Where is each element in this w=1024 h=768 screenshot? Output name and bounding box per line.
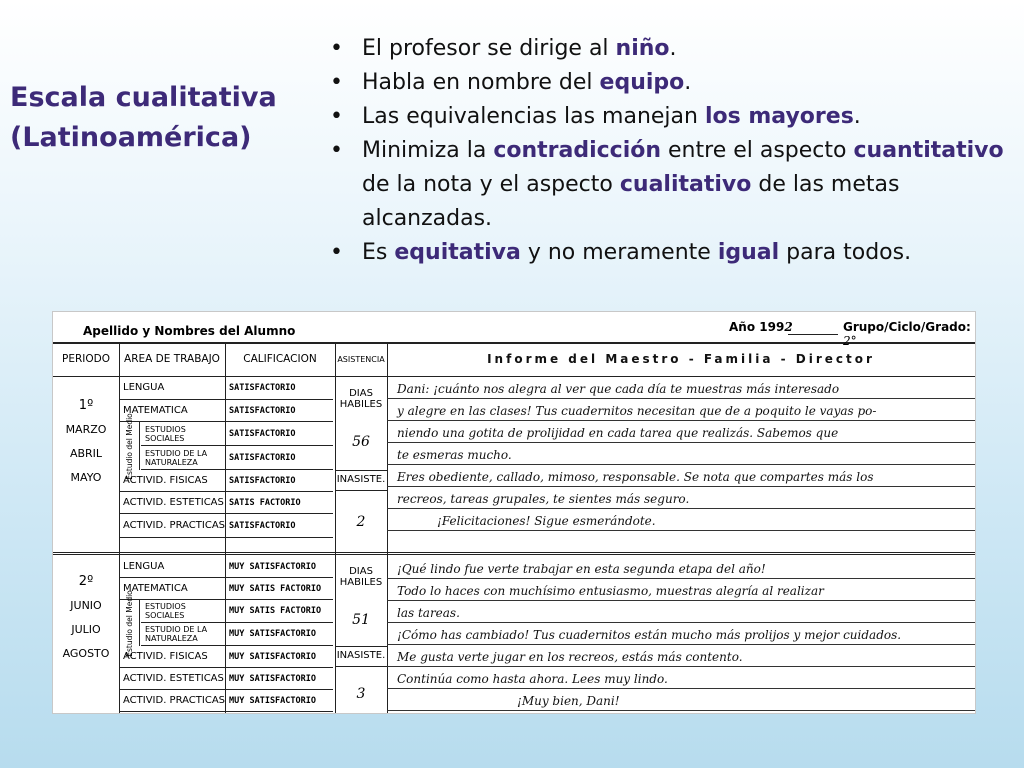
area-item: ESTUDIOS SOCIALES bbox=[141, 600, 225, 623]
note-line: ¡Qué lindo fue verte trabajar en esta segunda etapa del año! bbox=[397, 562, 766, 576]
area-item: ESTUDIO DE LA NATURALEZA bbox=[141, 623, 225, 646]
grade-item: MUY SATIS FACTORIO bbox=[225, 578, 333, 600]
group-label: Grupo/Ciclo/Grado: 2° bbox=[843, 320, 971, 348]
area-item: ACTIVID. ESTETICAS bbox=[119, 668, 225, 690]
medio-label: Estudio del Medio bbox=[119, 422, 140, 470]
area-item: ESTUDIO DE LA NATURALEZA bbox=[141, 446, 225, 470]
note-line: y alegre en las clases! Tus cuadernitos necesitan que de a poquito le vayas po- bbox=[397, 404, 877, 418]
bullet-list bbox=[326, 32, 1016, 270]
grade-item: MUY SATISFACTORIO bbox=[225, 556, 333, 578]
note-line: Eres obediente, callado, mimoso, responsable. Se nota que compartes más los bbox=[397, 470, 874, 484]
period-label: 1º MARZO ABRIL MAYO bbox=[65, 398, 107, 484]
attendance-divider bbox=[335, 490, 387, 491]
grade-item: MUY SATISFACTORIO bbox=[225, 646, 333, 668]
dias-habiles-label: DIAS HABILES bbox=[339, 566, 383, 588]
area-item: ACTIVID. PRACTICAS bbox=[119, 514, 225, 538]
inasistencias-value: 2 bbox=[356, 514, 366, 530]
student-name-label: Apellido y Nombres del Alumno bbox=[83, 324, 296, 338]
area-item: MATEMATICA bbox=[119, 578, 225, 600]
area-list bbox=[119, 556, 225, 714]
note-line: te esmeras mucho. bbox=[397, 448, 512, 462]
group-value: 2° bbox=[843, 334, 857, 348]
slide-title-line2: (Latinoamérica) bbox=[10, 122, 252, 153]
grade-item: MUY SATISFACTORIO bbox=[225, 690, 333, 712]
area-item: ESTUDIOS SOCIALES bbox=[141, 422, 225, 446]
inasistencias-label: INASISTE. bbox=[336, 474, 386, 485]
note-line: ¡Muy bien, Dani! bbox=[517, 694, 620, 708]
note-line: Dani: ¡cuánto nos alegra al ver que cada día te muestras más interesado bbox=[397, 382, 840, 396]
note-line: Me gusta verte jugar en los recreos, estás más contento. bbox=[397, 650, 743, 664]
area-item: MATEMATICA bbox=[119, 400, 225, 422]
report-card-image bbox=[52, 311, 976, 714]
medio-label: Estudio del Medio bbox=[119, 600, 140, 646]
grade-item: SATISFACTORIO bbox=[225, 514, 333, 538]
header-asistencia: ASISTENCIA bbox=[335, 342, 388, 376]
grade-item: MUY SATISFACTORIO bbox=[225, 623, 333, 646]
bullet-item: • El profesor se dirige al niño. bbox=[326, 32, 1016, 66]
area-item: ACTIVID. ESTETICAS bbox=[119, 492, 225, 514]
header-calificacion: CALIFICACION bbox=[225, 342, 336, 376]
dias-habiles-value: 51 bbox=[352, 612, 370, 628]
note-line: ¡Cómo has cambiado! Tus cuadernitos están mucho más prolijos y mejor cuidados. bbox=[397, 628, 902, 642]
area-item: LENGUA bbox=[119, 376, 225, 400]
attendance-divider bbox=[335, 470, 387, 471]
bullet-item: • Las equivalencias las manejan los mayores. bbox=[326, 100, 1016, 134]
area-item: ACTIVID. FISICAS bbox=[119, 646, 225, 668]
bullet-item: • Habla en nombre del equipo. bbox=[326, 66, 1016, 100]
period-label: 2º JUNIO JULIO AGOSTO bbox=[62, 574, 110, 660]
grade-item: MUY SATIS FACTORIO bbox=[225, 600, 333, 623]
attendance-divider bbox=[335, 646, 387, 647]
attendance-divider bbox=[335, 666, 387, 667]
note-line: Continúa como hasta ahora. Lees muy lindo. bbox=[397, 672, 668, 686]
area-list bbox=[119, 376, 225, 552]
header-informe: Informe del Maestro - Familia - Director bbox=[487, 352, 875, 366]
dias-habiles-value: 56 bbox=[352, 434, 370, 450]
year-value: 2 bbox=[784, 320, 793, 334]
header-periodo: PERIODO bbox=[53, 342, 120, 376]
grade-item: SATISFACTORIO bbox=[225, 376, 333, 400]
grade-item: SATISFACTORIO bbox=[225, 422, 333, 446]
grade-item: SATISFACTORIO bbox=[225, 400, 333, 422]
year-label: Año 1992 bbox=[729, 320, 793, 334]
area-item: ACTIVID. FISICAS bbox=[119, 470, 225, 492]
year-underline bbox=[788, 334, 838, 335]
grade-item: MUY SATISFACTORIO bbox=[225, 668, 333, 690]
note-line: recreos, tareas grupales, te sientes más seguro. bbox=[397, 492, 690, 506]
note-line: Todo lo haces con muchísimo entusiasmo, muestras alegría al realizar bbox=[397, 584, 824, 598]
header-area: AREA DE TRABAJO bbox=[119, 342, 226, 376]
note-line: ¡Felicitaciones! Sigue esmerándote. bbox=[437, 514, 656, 528]
grade-item: SATIS FACTORIO bbox=[225, 492, 333, 514]
slide-title bbox=[10, 78, 310, 158]
report-header-bar bbox=[53, 312, 975, 348]
note-line: las tareas. bbox=[397, 606, 460, 620]
inasistencias-value: 3 bbox=[356, 686, 366, 702]
area-item: LENGUA bbox=[119, 556, 225, 578]
bullet-item: • Minimiza la contradicción entre el aspecto cuantitativo de la nota y el aspecto cualitativo de las metas alcanzadas. bbox=[326, 134, 1016, 236]
area-item: ACTIVID. PRACTICAS bbox=[119, 690, 225, 712]
slide-title-line1: Escala cualitativa bbox=[10, 82, 277, 113]
bullet-item: • Es equitativa y no meramente igual para todos. bbox=[326, 236, 1016, 270]
dias-habiles-label: DIAS HABILES bbox=[339, 388, 383, 410]
inasistencias-label: INASISTE. bbox=[336, 650, 386, 661]
note-line: niendo una gotita de prolijidad en cada tarea que realizás. Sabemos que bbox=[397, 426, 839, 440]
grade-item: SATISFACTORIO bbox=[225, 446, 333, 470]
grade-item: SATISFACTORIO bbox=[225, 470, 333, 492]
teacher-note-period-2 bbox=[397, 558, 969, 712]
teacher-note-period-1 bbox=[397, 378, 969, 532]
